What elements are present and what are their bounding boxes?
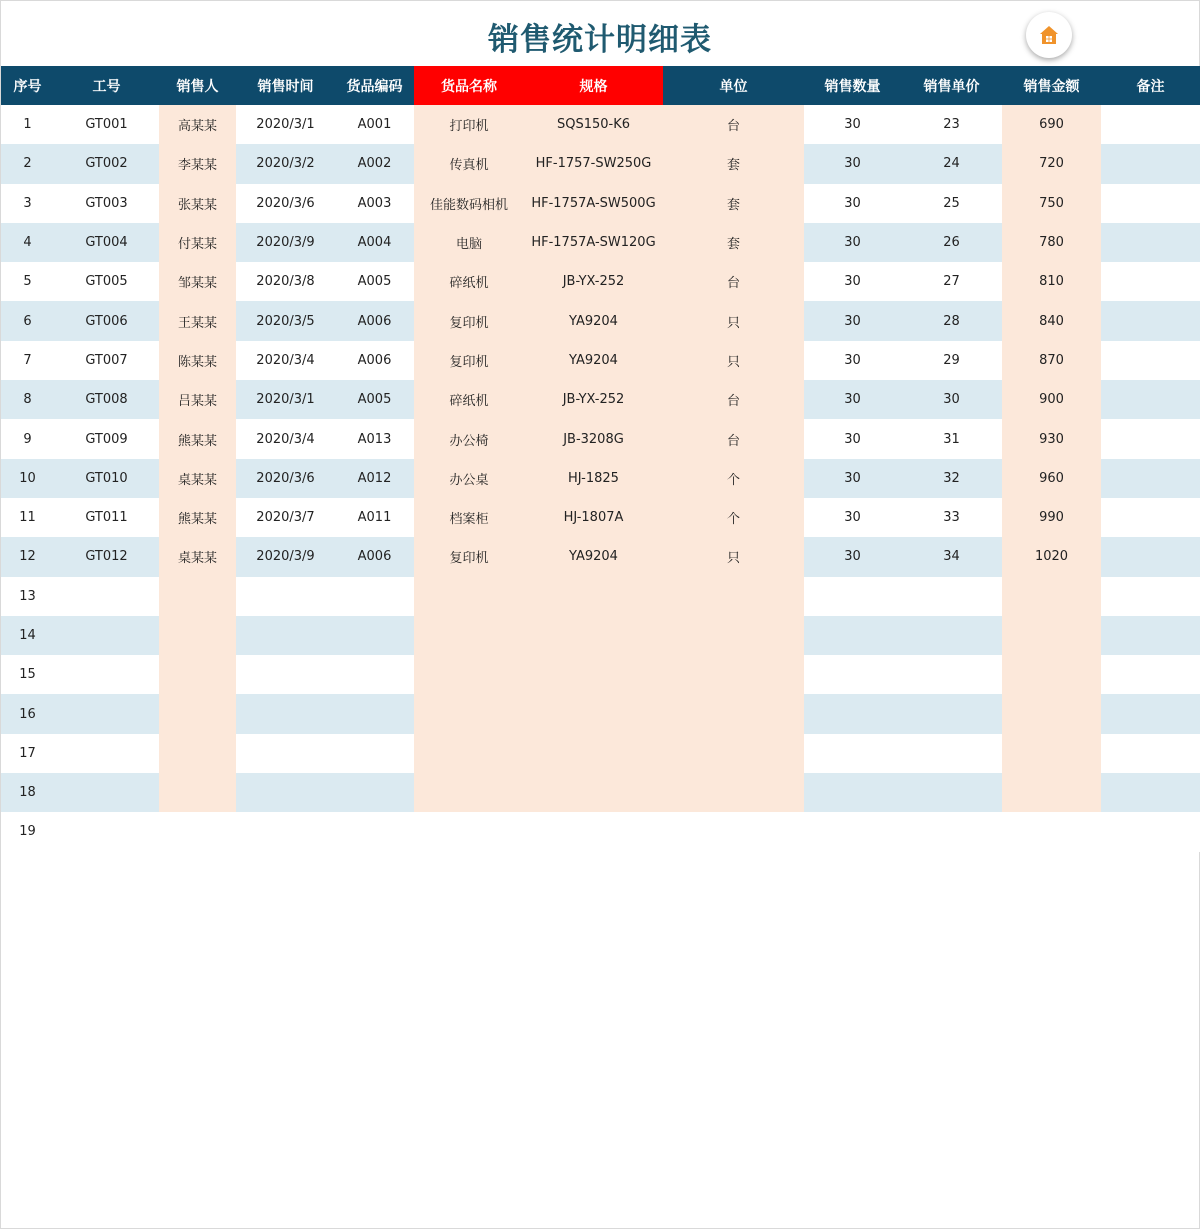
table-row <box>1 105 1200 144</box>
table-cell-date[interactable]: 2020/3/4 <box>236 419 335 458</box>
table-cell-no[interactable]: 5 <box>1 262 54 301</box>
table-cell-id[interactable] <box>54 773 159 812</box>
table-cell-no[interactable]: 12 <box>1 537 54 576</box>
table-cell-date[interactable]: 2020/3/7 <box>236 498 335 537</box>
table-cell-spec[interactable] <box>524 773 663 812</box>
table-cell-no[interactable]: 1 <box>1 105 54 144</box>
table-cell-amount[interactable] <box>1002 577 1101 616</box>
table-cell-seller[interactable]: 付某某 <box>159 223 236 262</box>
table-cell-no[interactable]: 3 <box>1 184 54 223</box>
table-cell-no[interactable]: 17 <box>1 734 54 773</box>
table-cell-unit[interactable]: 台 <box>663 105 804 144</box>
table-cell-price[interactable]: 27 <box>901 262 1002 301</box>
table-cell-unit[interactable]: 套 <box>663 144 804 183</box>
table-cell-date[interactable]: 2020/3/6 <box>236 184 335 223</box>
table-cell-qty[interactable]: 30 <box>804 537 901 576</box>
table-cell-note[interactable] <box>1101 694 1200 733</box>
table-row <box>1 537 1200 576</box>
table-cell-price[interactable]: 32 <box>901 459 1002 498</box>
table-cell-qty[interactable]: 30 <box>804 419 901 458</box>
table-cell-date[interactable] <box>236 773 335 812</box>
table-cell-id[interactable] <box>54 734 159 773</box>
column-header[interactable]: 序号 <box>1 66 54 105</box>
table-cell-unit[interactable]: 个 <box>663 498 804 537</box>
table-cell-spec[interactable]: YA9204 <box>524 537 663 576</box>
table-cell-no[interactable]: 11 <box>1 498 54 537</box>
column-header[interactable]: 销售人 <box>159 66 236 105</box>
table-row <box>1 419 1200 458</box>
table-cell-no[interactable]: 16 <box>1 694 54 733</box>
table-cell-amount[interactable]: 810 <box>1002 262 1101 301</box>
table-cell-seller[interactable] <box>159 773 236 812</box>
table-cell-amount[interactable]: 840 <box>1002 301 1101 340</box>
table-cell-amount[interactable] <box>1002 812 1101 851</box>
table-cell-name[interactable]: 档案柜 <box>414 498 524 537</box>
table-cell-code[interactable]: A011 <box>335 498 414 537</box>
table-cell-unit[interactable]: 套 <box>663 184 804 223</box>
column-header[interactable]: 备注 <box>1101 66 1200 105</box>
home-button[interactable] <box>1026 12 1072 58</box>
table-cell-id[interactable] <box>54 812 159 851</box>
table-cell-note[interactable] <box>1101 812 1200 851</box>
table-cell-id[interactable]: GT005 <box>54 262 159 301</box>
table-cell-seller[interactable]: 熊某某 <box>159 498 236 537</box>
table-cell-name[interactable] <box>414 734 524 773</box>
table-row <box>1 459 1200 498</box>
table-cell-code[interactable] <box>335 773 414 812</box>
table-row <box>1 734 1200 773</box>
table-cell-note[interactable] <box>1101 262 1200 301</box>
table-cell-date[interactable]: 2020/3/9 <box>236 537 335 576</box>
table-cell-qty[interactable] <box>804 616 901 655</box>
table-row <box>1 812 1200 851</box>
table-cell-spec[interactable]: YA9204 <box>524 301 663 340</box>
table-cell-date[interactable] <box>236 812 335 851</box>
table-cell-seller[interactable]: 李某某 <box>159 144 236 183</box>
table-cell-id[interactable]: GT010 <box>54 459 159 498</box>
sales-table <box>1 66 1200 852</box>
table-row <box>1 577 1200 616</box>
table-cell-no[interactable]: 8 <box>1 380 54 419</box>
table-cell-note[interactable] <box>1101 498 1200 537</box>
table-cell-note[interactable] <box>1101 773 1200 812</box>
table-cell-price[interactable]: 33 <box>901 498 1002 537</box>
table-cell-no[interactable]: 14 <box>1 616 54 655</box>
table-row <box>1 301 1200 340</box>
table-cell-spec[interactable]: HJ-1825 <box>524 459 663 498</box>
table-row <box>1 655 1200 694</box>
table-cell-name[interactable]: 传真机 <box>414 144 524 183</box>
table-cell-amount[interactable] <box>1002 773 1101 812</box>
table-cell-amount[interactable] <box>1002 616 1101 655</box>
table-cell-qty[interactable]: 30 <box>804 498 901 537</box>
table-cell-name[interactable] <box>414 812 524 851</box>
column-header[interactable]: 销售金额 <box>1002 66 1101 105</box>
table-cell-spec[interactable]: HF-1757A-SW500G <box>524 184 663 223</box>
table-cell-price[interactable]: 28 <box>901 301 1002 340</box>
table-cell-price[interactable]: 30 <box>901 380 1002 419</box>
table-cell-date[interactable]: 2020/3/8 <box>236 262 335 301</box>
table-cell-date[interactable] <box>236 655 335 694</box>
table-cell-unit[interactable] <box>663 734 804 773</box>
table-cell-spec[interactable] <box>524 655 663 694</box>
table-cell-date[interactable] <box>236 694 335 733</box>
header-row <box>1 66 1200 105</box>
table-cell-id[interactable] <box>54 655 159 694</box>
table-cell-id[interactable]: GT008 <box>54 380 159 419</box>
column-header[interactable]: 货品名称 <box>414 66 524 105</box>
table-cell-note[interactable] <box>1101 419 1200 458</box>
table-cell-spec[interactable]: YA9204 <box>524 341 663 380</box>
table-cell-seller[interactable] <box>159 655 236 694</box>
table-cell-code[interactable] <box>335 655 414 694</box>
table-cell-note[interactable] <box>1101 655 1200 694</box>
table-cell-id[interactable]: GT012 <box>54 537 159 576</box>
table-cell-qty[interactable]: 30 <box>804 301 901 340</box>
table-cell-spec[interactable] <box>524 577 663 616</box>
table-cell-amount[interactable] <box>1002 655 1101 694</box>
table-cell-unit[interactable]: 个 <box>663 459 804 498</box>
table-cell-unit[interactable] <box>663 655 804 694</box>
table-cell-unit[interactable] <box>663 694 804 733</box>
table-cell-unit[interactable]: 只 <box>663 537 804 576</box>
table-cell-code[interactable]: A005 <box>335 262 414 301</box>
column-header[interactable]: 销售数量 <box>804 66 901 105</box>
table-cell-note[interactable] <box>1101 577 1200 616</box>
table-cell-code[interactable]: A006 <box>335 301 414 340</box>
table-cell-no[interactable]: 6 <box>1 301 54 340</box>
table-cell-code[interactable]: A002 <box>335 144 414 183</box>
table-cell-code[interactable]: A003 <box>335 184 414 223</box>
table-cell-note[interactable] <box>1101 380 1200 419</box>
table-cell-seller[interactable]: 张某某 <box>159 184 236 223</box>
table-row <box>1 262 1200 301</box>
table-row <box>1 184 1200 223</box>
table-cell-code[interactable]: A012 <box>335 459 414 498</box>
table-cell-spec[interactable] <box>524 616 663 655</box>
table-cell-spec[interactable]: HF-1757-SW250G <box>524 144 663 183</box>
table-cell-seller[interactable] <box>159 812 236 851</box>
table-cell-note[interactable] <box>1101 734 1200 773</box>
table-cell-seller[interactable] <box>159 616 236 655</box>
table-cell-note[interactable] <box>1101 301 1200 340</box>
table-cell-date[interactable] <box>236 616 335 655</box>
table-cell-amount[interactable]: 780 <box>1002 223 1101 262</box>
table-row <box>1 694 1200 733</box>
table-cell-price[interactable] <box>901 694 1002 733</box>
table-cell-spec[interactable]: JB-YX-252 <box>524 262 663 301</box>
table-cell-name[interactable] <box>414 655 524 694</box>
table-cell-qty[interactable]: 30 <box>804 105 901 144</box>
table-row <box>1 341 1200 380</box>
table-cell-qty[interactable]: 30 <box>804 459 901 498</box>
table-cell-no[interactable]: 2 <box>1 144 54 183</box>
table-cell-date[interactable]: 2020/3/9 <box>236 223 335 262</box>
table-cell-name[interactable] <box>414 694 524 733</box>
table-cell-amount[interactable]: 930 <box>1002 419 1101 458</box>
table-cell-price[interactable]: 34 <box>901 537 1002 576</box>
table-cell-code[interactable] <box>335 812 414 851</box>
table-cell-unit[interactable]: 只 <box>663 341 804 380</box>
table-cell-seller[interactable] <box>159 734 236 773</box>
table-cell-qty[interactable] <box>804 773 901 812</box>
table-cell-qty[interactable] <box>804 655 901 694</box>
table-cell-unit[interactable]: 套 <box>663 223 804 262</box>
table-cell-no[interactable]: 15 <box>1 655 54 694</box>
home-icon <box>1038 24 1060 46</box>
table-cell-unit[interactable]: 台 <box>663 380 804 419</box>
table-cell-id[interactable]: GT006 <box>54 301 159 340</box>
table-cell-note[interactable] <box>1101 223 1200 262</box>
column-header[interactable]: 销售单价 <box>901 66 1002 105</box>
table-cell-note[interactable] <box>1101 105 1200 144</box>
table-cell-name[interactable]: 复印机 <box>414 301 524 340</box>
table-cell-amount[interactable] <box>1002 734 1101 773</box>
table-cell-code[interactable] <box>335 577 414 616</box>
table-cell-code[interactable]: A006 <box>335 341 414 380</box>
table-cell-qty[interactable]: 30 <box>804 380 901 419</box>
table-cell-qty[interactable]: 30 <box>804 262 901 301</box>
table-cell-spec[interactable] <box>524 734 663 773</box>
table-cell-code[interactable] <box>335 694 414 733</box>
table-cell-qty[interactable]: 30 <box>804 144 901 183</box>
table-cell-no[interactable]: 10 <box>1 459 54 498</box>
table-cell-seller[interactable]: 高某某 <box>159 105 236 144</box>
table-cell-note[interactable] <box>1101 144 1200 183</box>
table-cell-qty[interactable]: 30 <box>804 341 901 380</box>
table-cell-price[interactable]: 23 <box>901 105 1002 144</box>
table-cell-spec[interactable]: HF-1757A-SW120G <box>524 223 663 262</box>
table-row <box>1 616 1200 655</box>
table-cell-qty[interactable] <box>804 694 901 733</box>
table-cell-note[interactable] <box>1101 616 1200 655</box>
table-cell-date[interactable]: 2020/3/1 <box>236 380 335 419</box>
table-cell-code[interactable] <box>335 616 414 655</box>
table-cell-note[interactable] <box>1101 537 1200 576</box>
table-cell-amount[interactable]: 1020 <box>1002 537 1101 576</box>
table-cell-unit[interactable]: 台 <box>663 262 804 301</box>
table-cell-id[interactable]: GT003 <box>54 184 159 223</box>
table-cell-code[interactable]: A004 <box>335 223 414 262</box>
table-row <box>1 223 1200 262</box>
table-cell-no[interactable]: 19 <box>1 812 54 851</box>
table-cell-id[interactable] <box>54 577 159 616</box>
column-header[interactable]: 工号 <box>54 66 159 105</box>
table-cell-id[interactable]: GT009 <box>54 419 159 458</box>
table-cell-amount[interactable]: 990 <box>1002 498 1101 537</box>
table-cell-price[interactable] <box>901 655 1002 694</box>
table-cell-amount[interactable] <box>1002 694 1101 733</box>
table-cell-unit[interactable]: 只 <box>663 301 804 340</box>
table-row <box>1 773 1200 812</box>
table-cell-no[interactable]: 7 <box>1 341 54 380</box>
table-cell-date[interactable]: 2020/3/1 <box>236 105 335 144</box>
table-cell-code[interactable]: A013 <box>335 419 414 458</box>
table-cell-price[interactable]: 29 <box>901 341 1002 380</box>
table-cell-seller[interactable]: 桌某某 <box>159 537 236 576</box>
table-cell-name[interactable]: 复印机 <box>414 537 524 576</box>
table-cell-spec[interactable]: HJ-1807A <box>524 498 663 537</box>
table-cell-seller[interactable]: 桌某某 <box>159 459 236 498</box>
table-cell-seller[interactable]: 熊某某 <box>159 419 236 458</box>
table-cell-spec[interactable]: SQS150-K6 <box>524 105 663 144</box>
table-cell-date[interactable]: 2020/3/2 <box>236 144 335 183</box>
table-cell-seller[interactable]: 吕某某 <box>159 380 236 419</box>
table-cell-price[interactable] <box>901 734 1002 773</box>
table-cell-date[interactable] <box>236 734 335 773</box>
page-title: 销售统计明细表 <box>488 22 712 58</box>
table-cell-name[interactable]: 办公椅 <box>414 419 524 458</box>
table-cell-id[interactable]: GT002 <box>54 144 159 183</box>
table-cell-id[interactable]: GT007 <box>54 341 159 380</box>
table-cell-name[interactable]: 打印机 <box>414 105 524 144</box>
table-cell-seller[interactable] <box>159 577 236 616</box>
table-cell-qty[interactable]: 30 <box>804 184 901 223</box>
table-cell-id[interactable]: GT001 <box>54 105 159 144</box>
table-cell-price[interactable]: 25 <box>901 184 1002 223</box>
table-cell-amount[interactable]: 750 <box>1002 184 1101 223</box>
table-cell-name[interactable]: 碎纸机 <box>414 380 524 419</box>
table-cell-note[interactable] <box>1101 341 1200 380</box>
table-cell-unit[interactable]: 台 <box>663 419 804 458</box>
table-cell-name[interactable] <box>414 577 524 616</box>
table-cell-unit[interactable] <box>663 616 804 655</box>
table-cell-unit[interactable] <box>663 577 804 616</box>
table-cell-id[interactable] <box>54 616 159 655</box>
table-cell-amount[interactable]: 900 <box>1002 380 1101 419</box>
table-row <box>1 498 1200 537</box>
table-cell-seller[interactable]: 王某某 <box>159 301 236 340</box>
table-cell-name[interactable]: 碎纸机 <box>414 262 524 301</box>
table-cell-date[interactable]: 2020/3/5 <box>236 301 335 340</box>
table-cell-date[interactable]: 2020/3/4 <box>236 341 335 380</box>
table-cell-amount[interactable]: 870 <box>1002 341 1101 380</box>
table-cell-spec[interactable] <box>524 812 663 851</box>
table-cell-unit[interactable] <box>663 773 804 812</box>
table-cell-name[interactable]: 复印机 <box>414 341 524 380</box>
table-cell-price[interactable] <box>901 616 1002 655</box>
table-cell-name[interactable]: 佳能数码相机 <box>414 184 524 223</box>
table-cell-name[interactable]: 电脑 <box>414 223 524 262</box>
table-cell-unit[interactable] <box>663 812 804 851</box>
table-cell-name[interactable]: 办公桌 <box>414 459 524 498</box>
table-cell-no[interactable]: 13 <box>1 577 54 616</box>
table-cell-amount[interactable]: 690 <box>1002 105 1101 144</box>
table-cell-name[interactable] <box>414 616 524 655</box>
table-cell-seller[interactable]: 陈某某 <box>159 341 236 380</box>
table-cell-code[interactable] <box>335 734 414 773</box>
table-cell-no[interactable]: 4 <box>1 223 54 262</box>
table-cell-qty[interactable]: 30 <box>804 223 901 262</box>
table-cell-date[interactable] <box>236 577 335 616</box>
column-header[interactable]: 销售时间 <box>236 66 335 105</box>
table-cell-id[interactable] <box>54 694 159 733</box>
table-cell-date[interactable]: 2020/3/6 <box>236 459 335 498</box>
table-cell-name[interactable] <box>414 773 524 812</box>
table-cell-spec[interactable]: JB-3208G <box>524 419 663 458</box>
table-cell-price[interactable]: 24 <box>901 144 1002 183</box>
table-cell-qty[interactable] <box>804 577 901 616</box>
table-cell-price[interactable]: 26 <box>901 223 1002 262</box>
table-cell-qty[interactable] <box>804 812 901 851</box>
table-row <box>1 380 1200 419</box>
table-cell-price[interactable] <box>901 577 1002 616</box>
table-cell-seller[interactable]: 邹某某 <box>159 262 236 301</box>
table-cell-amount[interactable]: 960 <box>1002 459 1101 498</box>
table-cell-code[interactable]: A005 <box>335 380 414 419</box>
table-cell-price[interactable] <box>901 773 1002 812</box>
table-cell-id[interactable]: GT004 <box>54 223 159 262</box>
table-cell-code[interactable]: A006 <box>335 537 414 576</box>
table-cell-seller[interactable] <box>159 694 236 733</box>
table-cell-no[interactable]: 18 <box>1 773 54 812</box>
table-cell-note[interactable] <box>1101 184 1200 223</box>
column-header[interactable]: 货品编码 <box>335 66 414 105</box>
table-cell-amount[interactable]: 720 <box>1002 144 1101 183</box>
table-cell-note[interactable] <box>1101 459 1200 498</box>
table-row <box>1 144 1200 183</box>
table-cell-spec[interactable]: JB-YX-252 <box>524 380 663 419</box>
column-header[interactable]: 单位 <box>663 66 804 105</box>
table-cell-spec[interactable] <box>524 694 663 733</box>
column-header[interactable]: 规格 <box>524 66 663 105</box>
table-cell-no[interactable]: 9 <box>1 419 54 458</box>
table-cell-id[interactable]: GT011 <box>54 498 159 537</box>
table-cell-qty[interactable] <box>804 734 901 773</box>
table-cell-price[interactable] <box>901 812 1002 851</box>
table-cell-code[interactable]: A001 <box>335 105 414 144</box>
table-cell-price[interactable]: 31 <box>901 419 1002 458</box>
